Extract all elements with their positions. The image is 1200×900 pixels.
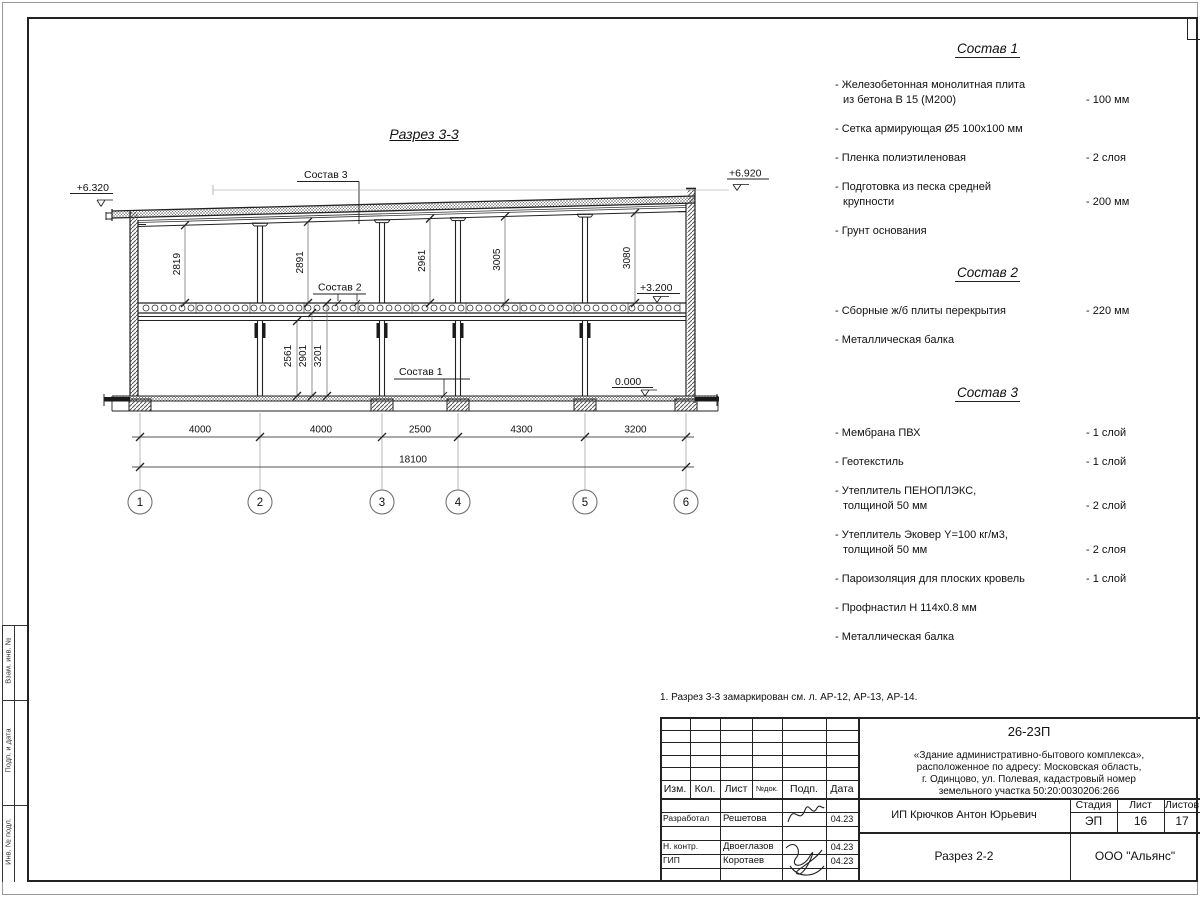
composition-item-name: - Грунт основания bbox=[835, 225, 927, 237]
slab-void bbox=[530, 305, 536, 311]
slab-void bbox=[431, 305, 437, 311]
tb-col-kol: Кол. bbox=[694, 782, 716, 795]
leader-label-sostav1: Состав 1 bbox=[399, 366, 443, 378]
tb-sheet-value: 16 bbox=[1133, 814, 1148, 829]
dim-label-total: 18100 bbox=[399, 454, 427, 466]
titleblock-line bbox=[660, 730, 858, 731]
titleblock-line bbox=[660, 826, 858, 827]
slab-void bbox=[602, 305, 608, 311]
slab-void bbox=[413, 305, 419, 311]
titleblock-line bbox=[660, 868, 858, 869]
tb-col-list: Лист bbox=[724, 782, 748, 795]
tb-object-line: г. Одинцово, ул. Полевая, кадастровый номер bbox=[921, 774, 1136, 785]
foundation-pad bbox=[574, 399, 596, 411]
composition-item-name: - Пленка полиэтиленовая bbox=[835, 152, 966, 164]
composition-item-name: - Металлическая балка bbox=[835, 334, 955, 346]
titleblock-line bbox=[660, 742, 858, 743]
composition-item-value: - 1 слой bbox=[1086, 427, 1127, 439]
slab-void bbox=[665, 305, 671, 311]
tb-role: ГИП bbox=[663, 855, 680, 866]
axis-number: 2 bbox=[256, 497, 264, 509]
dim-label: 2819 bbox=[172, 252, 183, 276]
foundation-pad bbox=[447, 399, 469, 411]
tb-sheets-label: Листов bbox=[1164, 798, 1200, 811]
composition-list bbox=[835, 426, 1140, 659]
axis-number: 6 bbox=[682, 497, 690, 509]
slab-void bbox=[251, 305, 257, 311]
tb-stage-label: Стадия bbox=[1075, 798, 1112, 811]
slab-void bbox=[260, 305, 266, 311]
leader-label-sostav3: Состав 3 bbox=[304, 169, 348, 181]
titleblock-line bbox=[660, 755, 858, 756]
composition-item-value: - 100 мм bbox=[1086, 94, 1130, 106]
tb-sheets-value: 17 bbox=[1175, 814, 1189, 829]
dim-label: 2891 bbox=[295, 251, 306, 274]
dim-label: 3201 bbox=[313, 344, 324, 368]
compositions-column bbox=[835, 0, 1140, 680]
tb-date: 04.23 bbox=[830, 841, 854, 852]
slab-void bbox=[161, 305, 167, 311]
slab-void bbox=[467, 305, 473, 311]
slab-void bbox=[188, 305, 194, 311]
signature bbox=[786, 800, 826, 828]
composition-item-name: - Геотекстиль bbox=[835, 456, 904, 468]
tb-object-line: расположенное по адресу: Московская область, bbox=[916, 762, 1142, 773]
dim-label: 2561 bbox=[283, 344, 294, 368]
slab-void bbox=[359, 305, 365, 311]
column-gusset bbox=[580, 323, 583, 338]
elevation-label: +6.320 bbox=[76, 182, 109, 194]
slab-void bbox=[143, 305, 149, 311]
composition-item-value: - 220 мм bbox=[1086, 305, 1130, 317]
drawing-line bbox=[641, 390, 645, 396]
composition-item bbox=[835, 78, 1140, 108]
composition-item-name: - Профнастил Н 114х0.8 мм bbox=[835, 602, 977, 614]
composition-item-value: - 1 слой bbox=[1086, 456, 1127, 468]
axis-number: 1 bbox=[136, 497, 144, 509]
dim-label: 2901 bbox=[298, 344, 309, 368]
slab-void bbox=[557, 305, 563, 311]
wall-right bbox=[688, 190, 695, 396]
axis-number: 4 bbox=[454, 497, 462, 509]
tb-stage-value: ЭП bbox=[1084, 814, 1103, 829]
titleblock-line bbox=[660, 767, 858, 768]
tb-name: Решетова bbox=[723, 812, 767, 824]
drawing-line bbox=[733, 185, 737, 191]
slab-void bbox=[287, 305, 293, 311]
slab-void bbox=[575, 305, 581, 311]
tb-col-data: Дата bbox=[830, 782, 854, 795]
composition-title: Состав 3 bbox=[957, 385, 1018, 400]
composition-item-name: - Металлическая балка bbox=[835, 631, 955, 643]
composition-item bbox=[835, 572, 1140, 587]
tb-role: Разработал bbox=[663, 813, 710, 824]
slab-void bbox=[296, 305, 302, 311]
composition-item bbox=[835, 151, 1140, 166]
slab-void bbox=[566, 305, 572, 311]
slab-void bbox=[341, 305, 347, 311]
slab-void bbox=[206, 305, 212, 311]
slab-void bbox=[638, 305, 644, 311]
slab-void bbox=[548, 305, 554, 311]
column-gusset bbox=[453, 323, 456, 338]
signature bbox=[782, 836, 828, 880]
composition-item bbox=[835, 122, 1140, 137]
slab-void bbox=[224, 305, 230, 311]
column-gusset bbox=[255, 323, 258, 338]
slab-void bbox=[386, 305, 392, 311]
composition-item bbox=[835, 426, 1140, 441]
slab-void bbox=[440, 305, 446, 311]
slab-void bbox=[377, 305, 383, 311]
base-ledge-right bbox=[695, 397, 719, 402]
slab-void bbox=[449, 305, 455, 311]
composition-item-value: - 200 мм bbox=[1086, 196, 1130, 208]
drawing-line bbox=[101, 200, 105, 207]
slab-void bbox=[350, 305, 356, 311]
column-gusset bbox=[377, 323, 380, 338]
drawing-line bbox=[97, 200, 101, 207]
slab-void bbox=[647, 305, 653, 311]
slab-void bbox=[215, 305, 221, 311]
slab-void bbox=[611, 305, 617, 311]
composition-item-name: - Утеплитель ПЕНОПЛЭКС, толщиной 50 мм bbox=[835, 485, 977, 512]
composition-item-name: - Пароизоляция для плоских кровель bbox=[835, 573, 1025, 585]
tb-col-podp: Подп. bbox=[790, 782, 818, 795]
foundation-pad bbox=[129, 399, 151, 411]
drawing-line bbox=[737, 185, 741, 191]
composition-item bbox=[835, 224, 1140, 239]
slab-void bbox=[584, 305, 590, 311]
composition-item-value: - 2 слоя bbox=[1086, 152, 1127, 164]
axis-number: 5 bbox=[581, 497, 589, 509]
slab-void bbox=[458, 305, 464, 311]
composition-item-name: - Подготовка из песка средней крупности bbox=[835, 181, 991, 208]
composition-item-value: - 1 слой bbox=[1086, 573, 1127, 585]
slab-void bbox=[593, 305, 599, 311]
composition-list bbox=[835, 304, 1140, 362]
composition-item bbox=[835, 601, 1140, 616]
composition-item bbox=[835, 630, 1140, 645]
composition-item bbox=[835, 333, 1140, 348]
dim-label: 4000 bbox=[309, 424, 333, 436]
composition-item bbox=[835, 484, 1140, 514]
slab-void bbox=[152, 305, 158, 311]
elevation-label: 0.000 bbox=[615, 376, 642, 388]
slab-void bbox=[395, 305, 401, 311]
sheet-note: 1. Разрез 3-3 замаркирован см. л. АР-12, АР-13, АР-14. bbox=[660, 692, 918, 703]
composition-item-name: - Железобетонная монолитная плита из бетона В 15 (М200) bbox=[835, 79, 1026, 106]
tb-date: 04.23 bbox=[830, 813, 854, 824]
composition-item-name: - Сетка армирующая Ø5 100х100 мм bbox=[835, 123, 1023, 135]
elevation-label: +3.200 bbox=[640, 282, 673, 294]
tb-customer: ИП Крючков Антон Юрьевич bbox=[891, 808, 1037, 821]
composition-item-name: - Утеплитель Эковер Y=100 кг/м3, толщиной 50 мм bbox=[835, 529, 1008, 556]
slab-void bbox=[170, 305, 176, 311]
slab-void bbox=[539, 305, 545, 311]
composition-item-value: - 2 слоя bbox=[1086, 544, 1127, 556]
drawing-line bbox=[653, 297, 657, 303]
tb-company: ООО "Альянс" bbox=[1094, 849, 1176, 864]
slab-void bbox=[656, 305, 662, 311]
dim-label: 2500 bbox=[408, 424, 432, 436]
dim-label: 4300 bbox=[510, 424, 533, 436]
axis-number: 3 bbox=[378, 497, 386, 509]
slab-void bbox=[368, 305, 374, 311]
composition-item-name: - Мембрана ПВХ bbox=[835, 427, 921, 439]
base-ledge-left bbox=[104, 397, 130, 402]
tb-project-code: 26-23П bbox=[1007, 724, 1051, 740]
slab-void bbox=[476, 305, 482, 311]
tb-col-izm: Изм. bbox=[663, 782, 687, 795]
column-gusset bbox=[588, 323, 591, 338]
slab-void bbox=[521, 305, 527, 311]
margin-label-vzam: Взам. инв. № bbox=[3, 637, 13, 684]
composition-title: Состав 2 bbox=[957, 265, 1018, 280]
slab-void bbox=[620, 305, 626, 311]
composition-item bbox=[835, 180, 1140, 210]
composition-list bbox=[835, 78, 1140, 253]
composition-item-value: - 2 слой bbox=[1086, 500, 1127, 512]
tb-sheet-name: Разрез 2-2 bbox=[934, 849, 994, 864]
dim-label: 2961 bbox=[417, 249, 428, 272]
slab-void bbox=[197, 305, 203, 311]
composition-item bbox=[835, 304, 1140, 319]
tb-object bbox=[858, 750, 1200, 798]
slab-void bbox=[278, 305, 284, 311]
margin-label-inv: Инв. № подл. bbox=[3, 818, 13, 865]
slab-void bbox=[494, 305, 500, 311]
drawing-line bbox=[657, 297, 661, 303]
tb-col-ndok: №док. bbox=[756, 783, 778, 793]
roof-layer bbox=[112, 196, 695, 218]
tb-object-line: «Здание административно-бытового комплекса», bbox=[913, 750, 1145, 761]
slab-void bbox=[269, 305, 275, 311]
dim-label: 4000 bbox=[188, 424, 212, 436]
floor-layer bbox=[112, 396, 718, 401]
tb-role: Н. контр. bbox=[663, 841, 699, 852]
dim-label: 3005 bbox=[492, 248, 503, 271]
foundation-pad bbox=[371, 399, 393, 411]
tb-sheet-label: Лист bbox=[1129, 798, 1152, 811]
composition-item bbox=[835, 528, 1140, 558]
tb-date: 04.23 bbox=[830, 855, 854, 866]
slab-void bbox=[485, 305, 491, 311]
composition-title: Состав 1 bbox=[957, 41, 1018, 56]
composition-item-name: - Сборные ж/б плиты перекрытия bbox=[835, 305, 1006, 317]
elevation-label: +6.920 bbox=[729, 167, 762, 180]
margin-label-podp: Подп. и дата bbox=[3, 728, 13, 773]
slab-void bbox=[512, 305, 518, 311]
foundation-pad bbox=[675, 399, 697, 411]
column-gusset bbox=[385, 323, 388, 338]
dim-label: 3200 bbox=[624, 424, 647, 436]
tb-object-line: земельного участка 50:20:0030206:266 bbox=[938, 786, 1120, 797]
column-gusset bbox=[263, 323, 266, 338]
slab-void bbox=[233, 305, 239, 311]
drawing-line bbox=[645, 390, 649, 396]
column-gusset bbox=[461, 323, 464, 338]
slab-void bbox=[674, 305, 680, 311]
slab-void bbox=[242, 305, 248, 311]
wall-left bbox=[131, 212, 138, 396]
slab-void bbox=[404, 305, 410, 311]
dim-label: 3080 bbox=[622, 246, 633, 270]
tb-name: Двоеглазов bbox=[723, 840, 774, 852]
slab-void bbox=[503, 305, 509, 311]
tb-name: Коротаев bbox=[723, 854, 765, 866]
composition-item bbox=[835, 455, 1140, 470]
leader-label-sostav2: Состав 2 bbox=[318, 281, 362, 294]
section-title: Разрез 3-3 bbox=[389, 126, 459, 142]
